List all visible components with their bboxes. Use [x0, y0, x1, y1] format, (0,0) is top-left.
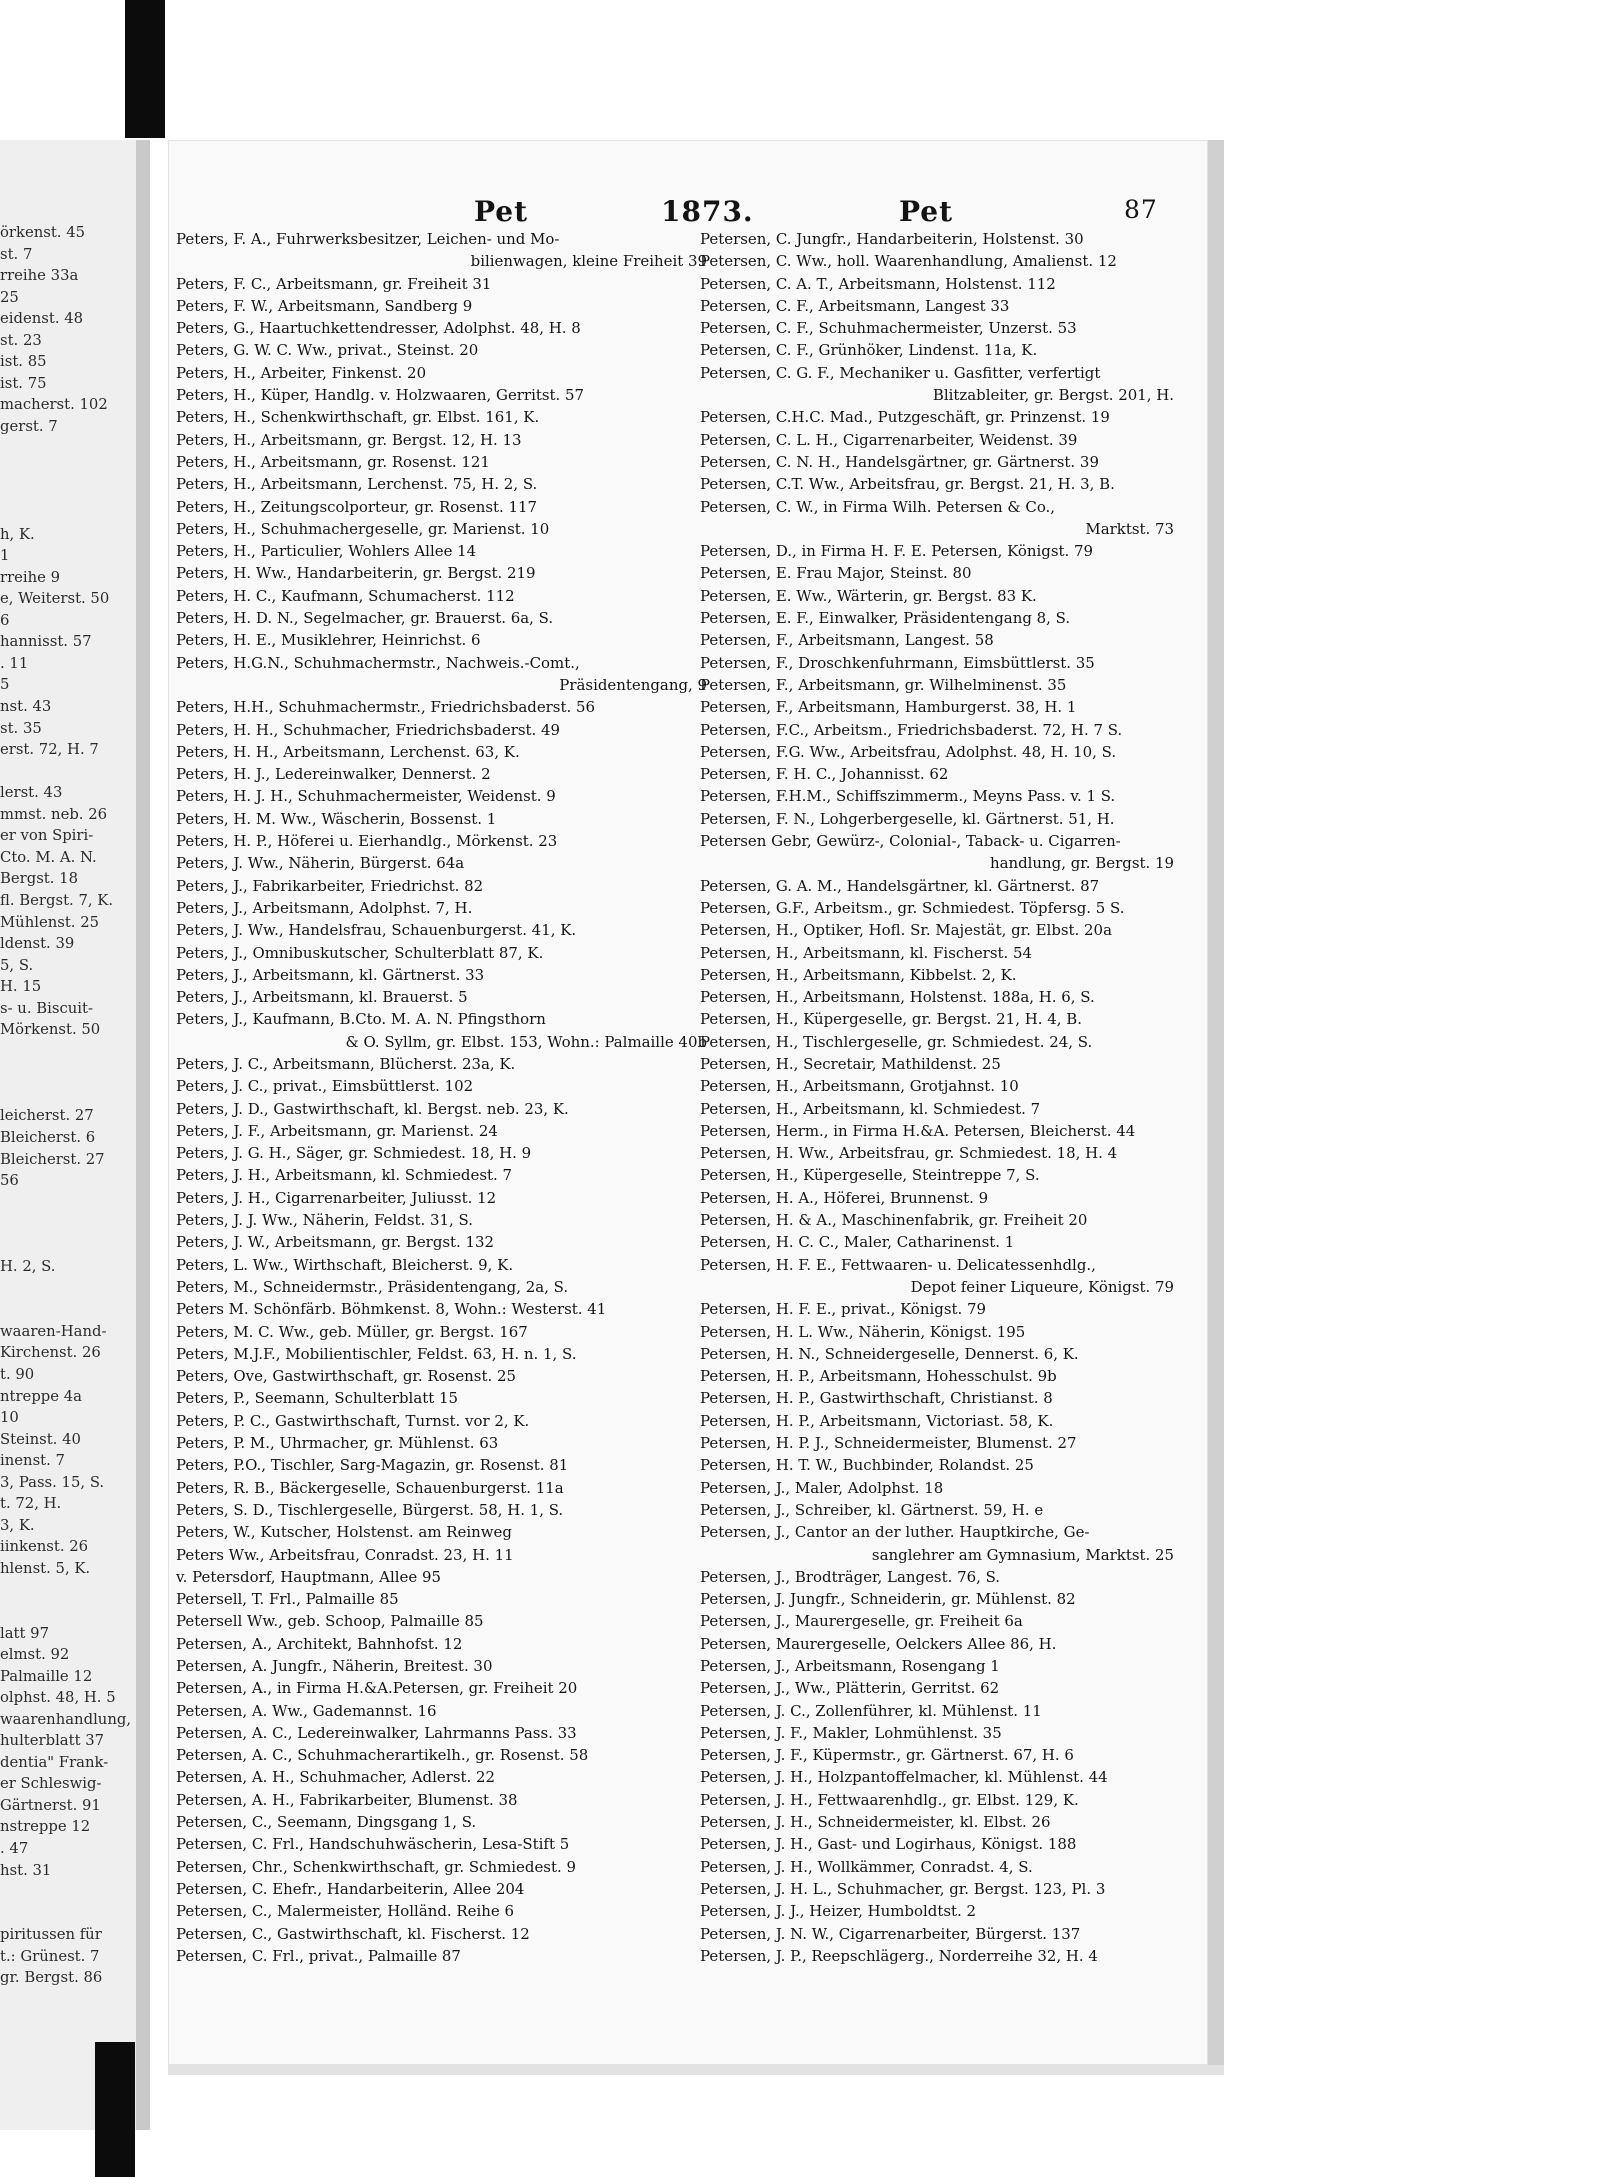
- directory-entry: Peters, J., Kaufmann, B.Cto. M. A. N. Pfingsthorn: [176, 1010, 546, 1029]
- left-page-fragment: [0, 1084, 148, 1106]
- directory-entry: Peters, H. J. H., Schuhmachermeister, Weidenst. 9: [176, 787, 556, 806]
- directory-entry: Petersen, H. P., Arbeitsmann, Victoriast. 58, K.: [700, 1411, 1054, 1430]
- left-page-fragment: latt 97: [0, 1623, 50, 1642]
- directory-entry: Petersen, H. & A., Maschinenfabrik, gr. Freiheit 20: [700, 1211, 1088, 1230]
- directory-entry: Petersen, C.T. Ww., Arbeitsfrau, gr. Bergst. 21, H. 3, B.: [700, 475, 1115, 494]
- gutter-shadow: [136, 140, 150, 2130]
- left-page-fragment: Bergst. 18: [0, 869, 79, 888]
- directory-entry: Peters, J., Fabrikarbeiter, Friedrichst. 82: [176, 876, 484, 895]
- directory-entry: Marktst. 73: [1085, 519, 1175, 538]
- running-head-right: Pet: [899, 195, 954, 228]
- directory-entry: Peters, H., Arbeiter, Finkenst. 20: [176, 363, 427, 382]
- left-page-fragment: Bleicherst. 6: [0, 1127, 96, 1146]
- left-page-fragment: [0, 437, 148, 459]
- directory-entry: Petersen, C. Ww., holl. Waarenhandlung, Amalienst. 12: [700, 252, 1117, 271]
- binding-bar: [125, 0, 165, 138]
- left-page-fragment: t.: Grünest. 7: [0, 1946, 100, 1965]
- directory-entry: Petersen, F. N., Lohgerbergeselle, kl. Gärtnerst. 51, H.: [700, 809, 1115, 828]
- directory-entry: Petersen, H., Arbeitsmann, Holstenst. 188a, H. 6, S.: [700, 988, 1095, 1007]
- directory-entry: Petersen, Maurergeselle, Oelckers Allee 86, H.: [700, 1634, 1057, 1653]
- left-page-fragment: st. 7: [0, 244, 33, 263]
- directory-entry: Peters, H. C., Kaufmann, Schumacherst. 112: [176, 586, 515, 605]
- left-page-fragment: . 11: [0, 653, 29, 672]
- left-page-fragment: Steinst. 40: [0, 1429, 81, 1448]
- left-page-fragment: [0, 1278, 148, 1300]
- directory-entry: Petersen, A., Architekt, Bahnhofst. 12: [176, 1634, 463, 1653]
- left-page-fragments: [0, 222, 150, 1989]
- directory-entry: Peters, H., Schuhmachergeselle, gr. Marienst. 10: [176, 519, 550, 538]
- directory-entry: Petersen, C., Seemann, Dingsgang 1, S.: [176, 1813, 477, 1832]
- directory-entry: Petersen, H., Secretair, Mathildenst. 25: [700, 1054, 1001, 1073]
- left-page-fragment: st. 23: [0, 330, 42, 349]
- directory-entry: & O. Syllm, gr. Elbst. 153, Wohn.: Palmaille 40b: [345, 1032, 708, 1051]
- directory-entry: Petersen, Herm., in Firma H.&A. Petersen, Bleicherst. 44: [700, 1121, 1136, 1140]
- left-page-fragment: 6: [0, 610, 10, 629]
- left-page-fragment: [0, 761, 148, 783]
- left-page-fragment: st. 35: [0, 718, 42, 737]
- left-page-fragment: ist. 85: [0, 352, 47, 371]
- directory-entry: Peters, L. Ww., Wirthschaft, Bleicherst. 9, K.: [176, 1255, 514, 1274]
- left-page-fragment: hst. 31: [0, 1860, 52, 1879]
- directory-entry: Peters, J. D., Gastwirthschaft, kl. Bergst. neb. 23, K.: [176, 1099, 569, 1118]
- directory-entry: Peters, H. E., Musiklehrer, Heinrichst. 6: [176, 631, 481, 650]
- directory-entry: Peters, J., Arbeitsmann, Adolphst. 7, H.: [176, 898, 473, 917]
- directory-entry: Petersen, G.F., Arbeitsm., gr. Schmiedest. Töpfersg. 5 S.: [700, 898, 1125, 917]
- directory-entry: Peters, H. P., Höferei u. Eierhandlg., Mörkenst. 23: [176, 832, 558, 851]
- directory-entry: handlung, gr. Bergst. 19: [989, 854, 1175, 873]
- directory-entry: Peters, J., Omnibuskutscher, Schulterblatt 87, K.: [176, 943, 544, 962]
- directory-entry: Depot feiner Liqueure, Königst. 79: [910, 1277, 1175, 1296]
- left-page-fragment: [0, 1579, 148, 1601]
- directory-entry: Petersen, J. H., Gast- und Logirhaus, Königst. 188: [700, 1835, 1077, 1854]
- directory-entry: Petersen, H., Küpergeselle, gr. Bergst. 21, H. 4, B.: [700, 1010, 1082, 1029]
- directory-entry: Peters, J. Ww., Handelsfrau, Schauenburgerst. 41, K.: [176, 921, 577, 940]
- left-page-fragment: gr. Bergst. 86: [0, 1968, 103, 1987]
- directory-entry: Petersen, F., Arbeitsmann, Hamburgerst. 38, H. 1: [700, 698, 1077, 717]
- directory-entry: Petersen, A. Jungfr., Näherin, Breitest. 30: [176, 1657, 493, 1675]
- directory-entry: Petersen, C., Gastwirthschaft, kl. Fischerst. 12: [176, 1924, 530, 1943]
- directory-entry: Petersen, J. N. W., Cigarrenarbeiter, Bürgerst. 137: [700, 1924, 1081, 1943]
- directory-entry: Petersell Ww., geb. Schoop, Palmaille 85: [176, 1612, 484, 1631]
- page-number: 87: [1124, 195, 1158, 224]
- left-page-fragment: dentia" Frank-: [0, 1752, 109, 1771]
- left-page-fragment: [0, 1213, 148, 1235]
- directory-entry: Petersen, J. H., Wollkämmer, Conradst. 4, S.: [700, 1857, 1033, 1876]
- directory-entry: Petersen, A. Ww., Gademannst. 16: [176, 1701, 437, 1720]
- directory-entry: Petersen, J., Maurergeselle, gr. Freiheit 6a: [700, 1612, 1023, 1631]
- directory-entry: Peters, H., Arbeitsmann, Lerchenst. 75, H. 2, S.: [176, 475, 538, 494]
- left-page-fragment: er Schleswig-: [0, 1774, 102, 1793]
- directory-entry: Petersen, C. Ehefr., Handarbeiterin, Allee 204: [176, 1879, 525, 1898]
- directory-entry: Peters, H., Particulier, Wohlers Allee 14: [176, 542, 477, 561]
- directory-entry: Petersen, H. Ww., Arbeitsfrau, gr. Schmiedest. 18, H. 4: [700, 1144, 1118, 1163]
- left-page-fragment: nst. 43: [0, 697, 52, 716]
- left-page-fragment: [0, 1062, 148, 1084]
- directory-entry: Peters, P. C., Gastwirthschaft, Turnst. vor 2, K.: [176, 1411, 530, 1430]
- directory-entry: Petersen, J. Jungfr., Schneiderin, gr. Mühlenst. 82: [700, 1590, 1076, 1609]
- directory-entry: Peters, J. H., Cigarrenarbeiter, Juliusst. 12: [176, 1188, 497, 1207]
- left-page-fragment: e, Weiterst. 50: [0, 589, 110, 608]
- directory-entry: Peters, J. J. Ww., Näherin, Feldst. 31, S.: [176, 1211, 473, 1230]
- left-page-fragment: [0, 1041, 148, 1063]
- directory-entry: Peters, H. Ww., Handarbeiterin, gr. Bergst. 219: [176, 564, 536, 583]
- directory-entry: Petersen, J., Maler, Adolphst. 18: [700, 1478, 944, 1497]
- directory-entry: Petersen, A., in Firma H.&A.Petersen, gr. Freiheit 20: [176, 1679, 578, 1698]
- left-page-fragment: rreihe 9: [0, 567, 61, 586]
- directory-entry: Petersen, C. F., Arbeitsmann, Langest 33: [700, 296, 1010, 315]
- directory-entry: Petersen, C. G. F., Mechaniker u. Gasfitter, verfertigt: [700, 363, 1101, 382]
- left-page-fragment: erst. 72, H. 7: [0, 740, 99, 759]
- directory-entry: Petersen, F.G. Ww., Arbeitsfrau, Adolphst. 48, H. 10, S.: [700, 742, 1117, 761]
- directory-entry: Petersen, H. P. J., Schneidermeister, Blumenst. 27: [700, 1434, 1077, 1453]
- directory-entry: Peters, J. Ww., Näherin, Bürgerst. 64a: [176, 854, 465, 873]
- left-page-fragment: [0, 1235, 148, 1257]
- left-page-fragment: 25: [0, 287, 19, 306]
- left-page-fragment: H. 2, S.: [0, 1257, 56, 1276]
- left-page-fragment: er von Spiri-: [0, 826, 94, 845]
- directory-entry: Peters, J. H., Arbeitsmann, kl. Schmiedest. 7: [176, 1166, 513, 1185]
- left-page-fragment: olphst. 48, H. 5: [0, 1688, 116, 1707]
- running-head-left: Pet: [474, 195, 529, 228]
- directory-entry: v. Petersdorf, Hauptmann, Allee 95: [176, 1567, 441, 1586]
- directory-entry: Petersen, J., Ww., Plätterin, Gerritst. 62: [700, 1679, 1000, 1698]
- page-edge: [1208, 140, 1224, 2065]
- left-facing-page: [0, 140, 150, 2130]
- directory-entry: Peters, J. C., privat., Eimsbüttlerst. 102: [176, 1077, 474, 1096]
- directory-entry: Peters, J. C., Arbeitsmann, Blücherst. 23a, K.: [176, 1054, 516, 1073]
- directory-entry: Petersen, C. F., Grünhöker, Lindenst. 11a, K.: [700, 341, 1038, 360]
- spine-strip: [95, 2042, 135, 2177]
- directory-entry: Petersen, J. H., Fettwaarenhdlg., gr. Elbst. 129, K.: [700, 1790, 1079, 1809]
- directory-entry: Petersen, H. P., Gastwirthschaft, Christianst. 8: [700, 1389, 1053, 1408]
- directory-entry: Peters, H. H., Schuhmacher, Friedrichsbaderst. 49: [176, 720, 561, 739]
- directory-entry: Peters, J. G. H., Säger, gr. Schmiedest. 18, H. 9: [176, 1144, 532, 1163]
- directory-entry: Petersen, D., in Firma H. F. E. Petersen, Königst. 79: [700, 542, 1093, 561]
- left-page-fragment: Mörkenst. 50: [0, 1020, 101, 1039]
- directory-entry: Petersen, H. N., Schneidergeselle, Dennerst. 6, K.: [700, 1344, 1079, 1363]
- left-page-fragment: hannisst. 57: [0, 632, 92, 651]
- left-page-fragment: elmst. 92: [0, 1645, 70, 1664]
- directory-entry: Petersen, A. H., Schuhmacher, Adlerst. 22: [176, 1768, 496, 1787]
- directory-entry: Petersen, H., Arbeitsmann, Grotjahnst. 10: [700, 1077, 1019, 1096]
- left-page-fragment: [0, 1881, 148, 1903]
- directory-entry: Peters, F. W., Arbeitsmann, Sandberg 9: [176, 296, 473, 315]
- directory-entry: Petersen, J. H. L., Schuhmacher, gr. Bergst. 123, Pl. 3: [700, 1879, 1106, 1898]
- left-page-fragment: [0, 459, 148, 481]
- left-page-fragment: 3, Pass. 15, S.: [0, 1472, 105, 1491]
- directory-entry: Peters, J. F., Arbeitsmann, gr. Marienst. 24: [176, 1121, 498, 1140]
- directory-entry: Petersen, H. F. E., privat., Königst. 79: [700, 1300, 987, 1319]
- directory-entry: Petersen, J., Cantor an der luther. Hauptkirche, Ge-: [700, 1523, 1090, 1542]
- left-page-fragment: Gärtnerst. 91: [0, 1795, 101, 1814]
- left-page-fragment: h, K.: [0, 524, 35, 543]
- left-page-fragment: t. 72, H.: [0, 1494, 62, 1513]
- left-page-fragment: piritussen für: [0, 1925, 102, 1944]
- directory-entry: Petersen, H. T. W., Buchbinder, Rolandst. 25: [700, 1456, 1034, 1475]
- directory-entry: Petersen, C. W., in Firma Wilh. Petersen & Co.,: [700, 497, 1056, 516]
- directory-entry: Peters M. Schönfärb. Böhmkenst. 8, Wohn.: Westerst. 41: [176, 1300, 607, 1319]
- directory-entry: Petersen, C. F., Schuhmachermeister, Unzerst. 53: [700, 319, 1077, 338]
- directory-entry: Peters, M. C. Ww., geb. Müller, gr. Bergst. 167: [176, 1322, 528, 1341]
- directory-entry: Petersen, A. H., Fabrikarbeiter, Blumenst. 38: [176, 1790, 518, 1809]
- directory-entry: Peters, P. M., Uhrmacher, gr. Mühlenst. 63: [176, 1434, 499, 1453]
- directory-entry: Peters, P.O., Tischler, Sarg-Magazin, gr. Rosenst. 81: [176, 1456, 569, 1475]
- left-page-fragment: gerst. 7: [0, 416, 58, 435]
- left-page-fragment: [0, 481, 148, 503]
- directory-entry: Peters, R. B., Bäckergeselle, Schauenburgerst. 11a: [176, 1478, 564, 1497]
- directory-entry: Petersen, A. C., Schuhmacherartikelh., gr. Rosenst. 58: [176, 1746, 589, 1765]
- directory-entry: Peters, J., Arbeitsmann, kl. Gärtnerst. 33: [176, 965, 485, 984]
- left-page-fragment: ist. 75: [0, 373, 47, 392]
- left-page-fragment: . 47: [0, 1839, 29, 1858]
- directory-entry: Peters, H.G.N., Schuhmachermstr., Nachweis.-Comt.,: [176, 653, 580, 672]
- left-page-fragment: Palmaille 12: [0, 1666, 93, 1685]
- directory-entry: Petersen, H. C. C., Maler, Catharinenst. 1: [700, 1233, 1015, 1252]
- left-page-fragment: 3, K.: [0, 1515, 35, 1534]
- left-page-fragment: H. 15: [0, 977, 42, 996]
- directory-entry: Peters Ww., Arbeitsfrau, Conradst. 23, H. 11: [176, 1545, 514, 1564]
- directory-entry: Petersen, J. F., Makler, Lohmühlenst. 35: [700, 1723, 1002, 1742]
- left-page-fragment: [0, 1601, 148, 1623]
- directory-entry: Peters, H. J., Ledereinwalker, Dennerst. 2: [176, 765, 491, 784]
- directory-entry: Petersen Gebr, Gewürz-, Colonial-, Taback- u. Cigarren-: [700, 832, 1121, 851]
- directory-entry: Petersen, J. F., Küpermstr., gr. Gärtnerst. 67, H. 6: [700, 1746, 1074, 1765]
- directory-entry: Peters, G., Haartuchkettendresser, Adolphst. 48, H. 8: [176, 319, 581, 338]
- directory-entry: Petersen, H. P., Arbeitsmann, Hohesschulst. 9b: [700, 1367, 1057, 1386]
- directory-entry: Petersen, J. C., Zollenführer, kl. Mühlenst. 11: [700, 1701, 1042, 1720]
- directory-entry: Peters, H.H., Schuhmachermstr., Friedrichsbaderst. 56: [176, 698, 596, 717]
- left-page-fragment: lerst. 43: [0, 783, 63, 802]
- directory-entry: Petersen, C. L. H., Cigarrenarbeiter, Weidenst. 39: [700, 430, 1078, 449]
- directory-entry: Petersen, C. N. H., Handelsgärtner, gr. Gärtnerst. 39: [700, 452, 1099, 471]
- directory-page: [168, 140, 1208, 2065]
- directory-entry: Petersen, C.H.C. Mad., Putzgeschäft, gr. Prinzenst. 19: [700, 408, 1110, 427]
- directory-entry: Peters, M.J.F., Mobilientischler, Feldst. 63, H. n. 1, S.: [176, 1344, 577, 1363]
- directory-entry: Petersen, E. F., Einwalker, Präsidentengang 8, S.: [700, 609, 1071, 628]
- left-page-fragment: örkenst. 45: [0, 223, 86, 241]
- left-page-fragment: eidenst. 48: [0, 309, 84, 328]
- left-page-fragment: fl. Bergst. 7, K.: [0, 890, 114, 909]
- directory-entry: Petersen, Chr., Schenkwirthschaft, gr. Schmiedest. 9: [176, 1857, 576, 1876]
- directory-entry: Petersen, H. L. Ww., Näherin, Königst. 195: [700, 1322, 1026, 1341]
- directory-entry: Petersen, F.H.M., Schiffszimmerm., Meyns Pass. v. 1 S.: [700, 787, 1116, 806]
- directory-entry: Peters, W., Kutscher, Holstenst. am Reinweg: [176, 1523, 512, 1542]
- directory-entry: Petersen, H., Arbeitsmann, Kibbelst. 2, K.: [700, 965, 1017, 984]
- directory-entry: Peters, H. H., Arbeitsmann, Lerchenst. 63, K.: [176, 742, 520, 761]
- directory-entry: Petersen, H. F. E., Fettwaaren- u. Delicatessenhdlg.,: [700, 1255, 1096, 1274]
- directory-entry: Petersen, J. H., Holzpantoffelmacher, kl. Mühlenst. 44: [700, 1768, 1108, 1787]
- directory-entry: Peters, J., Arbeitsmann, kl. Brauerst. 5: [176, 988, 468, 1007]
- directory-entry: Peters, H., Arbeitsmann, gr. Rosenst. 121: [176, 452, 490, 471]
- column-right: [700, 228, 1178, 1967]
- directory-entry: Petersen, E. Ww., Wärterin, gr. Bergst. 83 K.: [700, 586, 1037, 605]
- left-page-fragment: Bleicherst. 27: [0, 1149, 105, 1168]
- left-page-fragment: 1: [0, 546, 10, 565]
- directory-entry: Petersen, F., Arbeitsmann, gr. Wilhelminenst. 35: [700, 675, 1067, 694]
- directory-entry: Petersen, C. Frl., Handschuhwäscherin, Lesa-Stift 5: [176, 1835, 570, 1854]
- directory-entry: Petersen, C. A. T., Arbeitsmann, Holstenst. 112: [700, 274, 1056, 293]
- directory-entry: Petersen, H., Arbeitsmann, kl. Schmiedest. 7: [700, 1099, 1041, 1118]
- left-page-fragment: waarenhandlung,: [0, 1709, 132, 1728]
- directory-entry: Petersen, J. J., Heizer, Humboldtst. 2: [700, 1902, 977, 1921]
- directory-entry: Peters, F. A., Fuhrwerksbesitzer, Leichen- und Mo-: [176, 230, 560, 248]
- page-bottom-shadow: [168, 2065, 1224, 2075]
- left-page-fragment: iinkenst. 26: [0, 1537, 89, 1556]
- left-page-fragment: 5: [0, 675, 10, 694]
- directory-entry: sanglehrer am Gymnasium, Marktst. 25: [871, 1545, 1175, 1564]
- directory-entry: Petersen, F.C., Arbeitsm., Friedrichsbaderst. 72, H. 7 S.: [700, 720, 1123, 739]
- directory-entry: Peters, J. W., Arbeitsmann, gr. Bergst. 132: [176, 1233, 495, 1252]
- left-page-fragment: inenst. 7: [0, 1451, 65, 1470]
- left-page-fragment: Cto. M. A. N.: [0, 847, 97, 866]
- left-page-fragment: t. 90: [0, 1364, 35, 1383]
- directory-entry: Peters, H., Zeitungscolporteur, gr. Rosenst. 117: [176, 497, 538, 516]
- directory-entry: Petersen, H., Tischlergeselle, gr. Schmiedest. 24, S.: [700, 1032, 1093, 1051]
- directory-entry: Petersen, F., Arbeitsmann, Langest. 58: [700, 631, 994, 650]
- left-page-fragment: Mühlenst. 25: [0, 912, 100, 931]
- directory-entry: Peters, M., Schneidermstr., Präsidentengang, 2a, S.: [176, 1277, 569, 1296]
- directory-entry: Petersen, J., Schreiber, kl. Gärtnerst. 59, H. e: [700, 1500, 1044, 1519]
- left-page-fragment: [0, 502, 148, 524]
- directory-entry: Peters, S. D., Tischlergeselle, Bürgerst. 58, H. 1, S.: [176, 1500, 564, 1519]
- directory-entry: Peters, H., Küper, Handlg. v. Holzwaaren, Gerritst. 57: [176, 386, 585, 405]
- directory-entry: Peters, H., Arbeitsmann, gr. Bergst. 12, H. 13: [176, 430, 522, 449]
- directory-entry: Petersell, T. Frl., Palmaille 85: [176, 1590, 399, 1609]
- directory-entry: Petersen, J., Arbeitsmann, Rosengang 1: [700, 1657, 1000, 1675]
- directory-entry: Petersen, J. H., Schneidermeister, kl. Elbst. 26: [700, 1813, 1051, 1832]
- left-page-fragment: 10: [0, 1408, 19, 1427]
- directory-entry: Petersen, H., Küpergeselle, Steintreppe 7, S.: [700, 1166, 1040, 1185]
- directory-entry: Petersen, C. Jungfr., Handarbeiterin, Holstenst. 30: [700, 230, 1084, 248]
- directory-entry: Peters, H. D. N., Segelmacher, gr. Brauerst. 6a, S.: [176, 609, 554, 628]
- directory-entry: Petersen, G. A. M., Handelsgärtner, kl. Gärtnerst. 87: [700, 876, 1100, 895]
- directory-entry: Petersen, E. Frau Major, Steinst. 80: [700, 564, 972, 583]
- left-page-fragment: [0, 1903, 148, 1925]
- directory-entry: Petersen, J. P., Reepschlägerg., Norderreihe 32, H. 4: [700, 1946, 1098, 1965]
- directory-entry: Petersen, H., Arbeitsmann, kl. Fischerst. 54: [700, 943, 1033, 962]
- directory-entry: Petersen, H., Optiker, Hofl. Sr. Majestät, gr. Elbst. 20a: [700, 921, 1112, 940]
- left-page-fragment: hlenst. 5, K.: [0, 1558, 91, 1577]
- running-head-year: 1873.: [661, 195, 754, 228]
- left-page-fragment: rreihe 33a: [0, 266, 79, 285]
- directory-entry: Peters, H., Schenkwirthschaft, gr. Elbst. 161, K.: [176, 408, 540, 427]
- left-page-fragment: 5, S.: [0, 955, 34, 974]
- directory-entry: Petersen, F. H. C., Johannisst. 62: [700, 765, 949, 784]
- left-page-fragment: s- u. Biscuit-: [0, 998, 93, 1017]
- left-page-fragment: ldenst. 39: [0, 934, 75, 953]
- left-page-fragment: macherst. 102: [0, 395, 108, 414]
- left-page-fragment: Kirchenst. 26: [0, 1343, 101, 1362]
- left-page-fragment: mmst. neb. 26: [0, 804, 108, 823]
- left-page-fragment: [0, 1192, 148, 1214]
- left-page-fragment: [0, 1299, 148, 1321]
- left-page-fragment: hulterblatt 37: [0, 1731, 105, 1750]
- directory-entry: Petersen, C. Frl., privat., Palmaille 87: [176, 1946, 461, 1965]
- directory-entry: Peters, H. M. Ww., Wäscherin, Bossenst. 1: [176, 809, 497, 828]
- directory-entry: Petersen, H. A., Höferei, Brunnenst. 9: [700, 1188, 989, 1207]
- column-left: [176, 228, 711, 1967]
- directory-entry: Blitzableiter, gr. Bergst. 201, H.: [932, 386, 1175, 405]
- left-page-fragment: ntreppe 4a: [0, 1386, 82, 1405]
- directory-entry: Peters, F. C., Arbeitsmann, gr. Freiheit 31: [176, 274, 492, 293]
- left-page-fragment: waaren-Hand-: [0, 1321, 107, 1340]
- left-page-fragment: nstreppe 12: [0, 1817, 91, 1836]
- directory-entry: bilienwagen, kleine Freiheit 39: [470, 252, 708, 271]
- left-page-fragment: 56: [0, 1171, 19, 1190]
- directory-entry: Petersen, F., Droschkenfuhrmann, Eimsbüttlerst. 35: [700, 653, 1095, 672]
- directory-entry: Peters, P., Seemann, Schulterblatt 15: [176, 1389, 459, 1408]
- directory-entry: Petersen, A. C., Ledereinwalker, Lahrmanns Pass. 33: [176, 1723, 577, 1742]
- directory-entry: Petersen, C., Malermeister, Holländ. Reihe 6: [176, 1902, 515, 1921]
- left-page-fragment: leicherst. 27: [0, 1106, 94, 1125]
- directory-entry: Peters, G. W. C. Ww., privat., Steinst. 20: [176, 341, 479, 360]
- directory-entry: Peters, Ove, Gastwirthschaft, gr. Rosenst. 25: [176, 1367, 516, 1386]
- directory-entry: Petersen, J., Brodträger, Langest. 76, S.: [700, 1567, 1001, 1586]
- directory-entry: Präsidentengang, 9: [559, 675, 708, 694]
